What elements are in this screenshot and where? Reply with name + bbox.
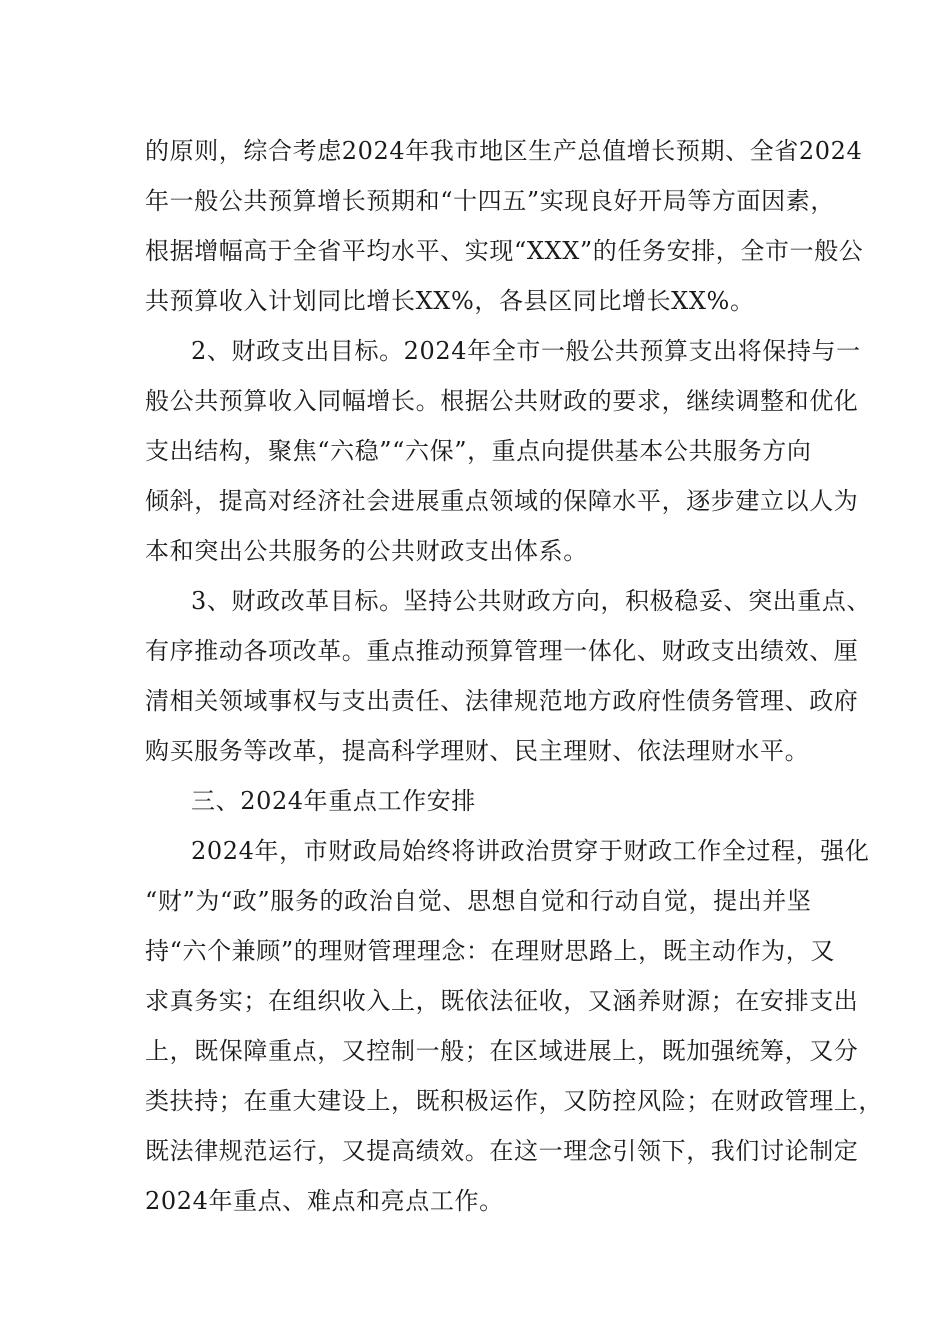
text-line: 共预算收入计划同比增长XX%，各县区同比增长XX%。 <box>145 287 755 315</box>
text-line: 年一般公共预算增长预期和“十四五”实现良好开局等方面因素， <box>145 187 835 215</box>
text-line: 有序推动各项改革。重点推动预算管理一体化、财政支出绩效、厘 <box>145 637 859 665</box>
text-line: 求真务实；在组织收入上，既依法征收，又涵养财源；在安排支出 <box>145 987 859 1015</box>
text-line: 倾斜，提高对经济社会进展重点领域的保障水平，逐步建立以人为 <box>145 487 859 515</box>
section-heading: 三、2024年重点工作安排 <box>191 787 476 815</box>
text-line: 根据增幅高于全省平均水平、实现“XXX”的任务安排，全市一般公 <box>145 237 864 265</box>
text-line: 支出结构，聚焦“六稳”“六保”，重点向提供基本公共服务方向 <box>145 437 812 465</box>
text-line: 本和突出公共服务的公共财政支出体系。 <box>145 537 588 565</box>
text-line: 上，既保障重点，又控制一般；在区域进展上，既加强统筹，又分 <box>145 1037 859 1065</box>
paragraph-first-line: 2024年，市财政局始终将讲政治贯穿于财政工作全过程，强化 <box>191 837 870 865</box>
text-line: 持“六个兼顾”的理财管理理念：在理财思路上，既主动作为，又 <box>145 937 835 965</box>
text-line: 清相关领域事权与支出责任、法律规范地方政府性债务管理、政府 <box>145 687 859 715</box>
text-line: 2024年重点、难点和亮点工作。 <box>145 1187 504 1215</box>
text-line: 购买服务等改革，提高科学理财、民主理财、依法理财水平。 <box>145 737 810 765</box>
text-line: 的原则，综合考虑2024年我市地区生产总值增长预期、全省2024 <box>145 137 863 165</box>
text-line: 既法律规范运行，又提高绩效。在这一理念引领下，我们讨论制定 <box>145 1137 859 1165</box>
text-line: “财”为“政”服务的政治自觉、思想自觉和行动自觉，提出并坚 <box>145 887 812 915</box>
text-line: 般公共预算收入同幅增长。根据公共财政的要求，继续调整和优化 <box>145 387 859 415</box>
paragraph-first-line: 2、财政支出目标。2024年全市一般公共预算支出将保持与一 <box>191 337 861 365</box>
text-line: 类扶持；在重大建设上，既积极运作，又防控风险；在财政管理上， <box>145 1087 883 1115</box>
paragraph-first-line: 3、财政改革目标。坚持公共财政方向，积极稳妥、突出重点、 <box>191 587 872 615</box>
